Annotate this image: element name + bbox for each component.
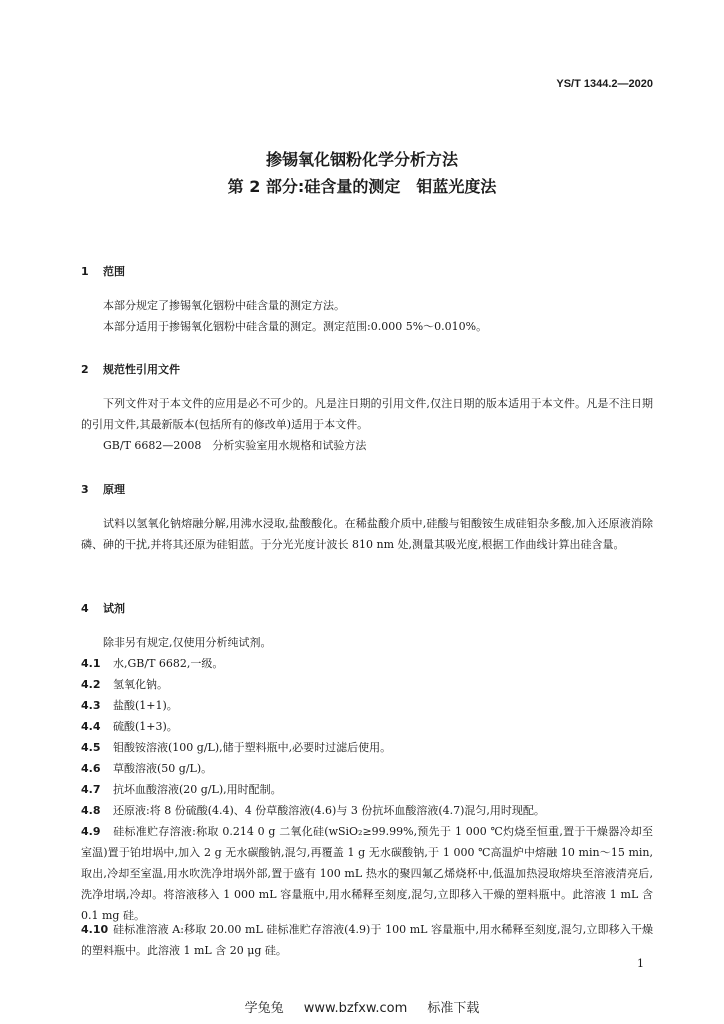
reagent-item: [81, 779, 653, 800]
item-text: 硫酸(1+3)。: [113, 720, 178, 733]
page-number: 1: [637, 957, 644, 970]
item-number: 4.3: [81, 699, 101, 712]
section-heading-principle: [81, 481, 125, 497]
item-text: 硅标准溶液 A:移取 20.00 mL 硅标准贮存溶液(4.9)于 100 mL 容量瓶中,用水稀释至刻度,混匀,立即移入干燥的塑料瓶中。此溶液 1 mL 含 20 μg 硅。: [81, 923, 653, 957]
document-subtitle: 第 2 部分:硅含量的测定 钼蓝光度法: [227, 177, 497, 196]
section-heading-references: [81, 361, 180, 377]
footer-watermark: [0, 997, 724, 1016]
item-text: 盐酸(1+1)。: [113, 699, 178, 712]
item-text: 抗坏血酸溶液(20 g/L),用时配制。: [113, 783, 282, 796]
reagent-item: [81, 695, 653, 716]
item-number: 4.9: [81, 825, 101, 838]
paragraph: 试料以氢氧化钠熔融分解,用沸水浸取,盐酸酸化。在稀盐酸介质中,硅酸与钼酸铵生成硅钼杂多酸,加入还原液消除磷、砷的干扰,并将其还原为硅钼蓝。于分光光度计波长 810 nm 处,测量其吸光度,根据工作曲线计算出硅含量。: [81, 517, 653, 551]
document-title: 掺锡氧化铟粉化学分析方法: [265, 150, 458, 169]
standard-code: YS/T 1344.2—2020: [556, 78, 653, 90]
reagent-item: [81, 716, 653, 737]
section-number: 3: [81, 483, 89, 496]
item-number: 4.4: [81, 720, 101, 733]
section-number: 4: [81, 602, 89, 615]
item-number: 4.10: [81, 923, 109, 936]
section-number: 1: [81, 265, 89, 278]
section-heading-scope: [81, 263, 125, 279]
paragraph: 本部分规定了掺锡氧化铟粉中硅含量的测定方法。: [103, 299, 345, 312]
paragraph: 除非另有规定,仅使用分析纯试剂。: [103, 636, 272, 649]
paragraph: 下列文件对于本文件的应用是必不可少的。凡是注日期的引用文件,仅注日期的版本适用于本文件。凡是不注日期的引用文件,其最新版本(包括所有的修改单)适用于本文件。: [81, 397, 653, 431]
section-title: 试剂: [103, 602, 125, 615]
item-number: 4.7: [81, 783, 101, 796]
section-title: 规范性引用文件: [103, 363, 180, 376]
item-number: 4.8: [81, 804, 101, 817]
item-text: 氢氧化钠。: [113, 678, 168, 691]
reference-entry: GB/T 6682—2008 分析实验室用水规格和试验方法: [103, 439, 367, 452]
reagent-item: [81, 800, 653, 821]
footer-site-name: 学兔兔: [244, 1001, 284, 1016]
item-number: 4.6: [81, 762, 101, 775]
section-number: 2: [81, 363, 89, 376]
footer-tagline: 标准下载: [427, 1001, 480, 1016]
reagent-item: [81, 737, 653, 758]
reagent-item: [81, 821, 653, 926]
item-text: 硅标准贮存溶液:称取 0.214 0 g 二氧化硅(wSiO₂≥99.99%,预先于 1 000 ℃灼烧至恒重,置于干燥器冷却至室温)置于铂坩埚中,加入 2 g 无水碳酸钠,混匀,再覆盖 1 g 无水碳酸钠,于 1 000 ℃高温炉中熔融 10 min～15 min,取出,冷却至室温,用水吹洗净坩埚外部,置于盛有 100 mL 热水的聚四氟乙烯烧杯中,低温加热浸取熔块至溶液清亮后,洗净坩埚,冷却。将溶液移入 1 000 mL 容量瓶中,用水稀释至刻度,混匀,立即移入干燥的塑料瓶中。此溶液 1 mL 含 0.1 mg 硅。: [81, 825, 653, 922]
section-title: 原理: [103, 483, 125, 496]
section-title: 范围: [103, 265, 125, 278]
reagent-item: [81, 758, 653, 779]
item-text: 钼酸铵溶液(100 g/L),储于塑料瓶中,必要时过滤后使用。: [113, 741, 392, 754]
item-number: 4.2: [81, 678, 101, 691]
paragraph: 本部分适用于掺锡氧化铟粉中硅含量的测定。测定范围:0.000 5%～0.010%。: [103, 320, 488, 333]
reagent-item: [81, 653, 653, 674]
footer-url[interactable]: www.bzfxw.com: [303, 1001, 408, 1016]
item-number: 4.5: [81, 741, 101, 754]
reagent-item: [81, 674, 653, 695]
item-text: 草酸溶液(50 g/L)。: [113, 762, 213, 775]
item-text: 水,GB/T 6682,一级。: [113, 657, 224, 670]
item-text: 还原液:将 8 份硫酸(4.4)、4 份草酸溶液(4.6)与 3 份抗坏血酸溶液(4.7)混匀,用时现配。: [113, 804, 545, 817]
item-number: 4.1: [81, 657, 101, 670]
reagent-item: [81, 919, 653, 961]
section-heading-reagents: [81, 600, 125, 616]
